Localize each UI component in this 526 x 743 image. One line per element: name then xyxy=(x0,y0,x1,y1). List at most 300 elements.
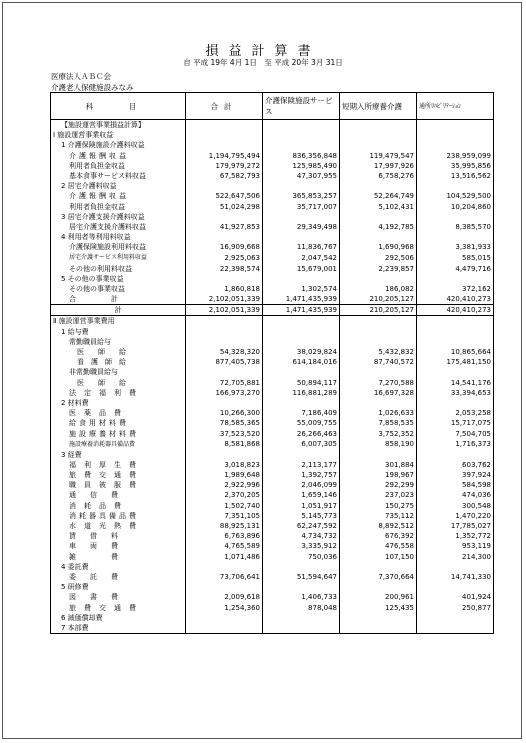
total-value: 2,370,205 xyxy=(186,490,263,500)
table-row xyxy=(51,274,494,284)
facility-service-value: 836,356,848 xyxy=(263,151,340,161)
table-header-row xyxy=(51,93,494,120)
facility-service-value: 1,471,435,939 xyxy=(263,305,340,316)
table-row xyxy=(51,202,494,212)
income-statement-table xyxy=(50,92,494,634)
row-label xyxy=(51,511,186,521)
table-row xyxy=(51,592,494,602)
table-row xyxy=(51,613,494,623)
day-rehab-value: 401,924 xyxy=(417,592,494,602)
row-label-text: 消耗器具備品費 xyxy=(69,511,139,520)
day-rehab-value xyxy=(417,582,494,592)
table-row xyxy=(51,161,494,171)
short-stay-value: 7,858,535 xyxy=(340,418,417,428)
day-rehab-value xyxy=(417,327,494,337)
row-label: 5 その他の事業収益 xyxy=(51,274,186,284)
day-rehab-value: 2,053,258 xyxy=(417,408,494,418)
short-stay-value: 2,239,857 xyxy=(340,263,417,273)
table-row xyxy=(51,439,494,450)
total-value: 2,925,063 xyxy=(186,252,263,263)
row-label: 非常勤職員給与 xyxy=(51,367,186,377)
table-row xyxy=(51,327,494,337)
row-label-text: 施設療養消耗器具備品費 xyxy=(69,440,136,448)
short-stay-value: 5,102,431 xyxy=(340,202,417,212)
total-value xyxy=(186,212,263,222)
short-stay-value xyxy=(340,582,417,592)
facility-service-value xyxy=(263,316,340,327)
short-stay-value xyxy=(340,130,417,140)
day-rehab-value xyxy=(417,316,494,327)
short-stay-value: 676,392 xyxy=(340,531,417,541)
table-row xyxy=(51,151,494,161)
facility-service-value: 51,594,647 xyxy=(263,572,340,582)
table-row xyxy=(51,347,494,357)
row-label-text: 旅費交通費 xyxy=(69,471,144,480)
short-stay-value: 210,205,127 xyxy=(340,294,417,305)
facility-service-value: 116,881,289 xyxy=(263,388,340,398)
table-row xyxy=(51,521,494,531)
total-value: 72,705,881 xyxy=(186,378,263,388)
row-label: 3 居宅介護支援介護料収益 xyxy=(51,212,186,222)
total-value xyxy=(186,562,263,572)
row-label xyxy=(51,428,186,438)
total-value xyxy=(186,398,263,408)
row-label xyxy=(51,470,186,480)
facility-service-value: 1,392,757 xyxy=(263,470,340,480)
short-stay-value: 6,758,276 xyxy=(340,171,417,181)
total-value: 1,254,360 xyxy=(186,602,263,612)
short-stay-value xyxy=(340,327,417,337)
table-row xyxy=(51,582,494,592)
table-row xyxy=(51,460,494,470)
short-stay-value xyxy=(340,562,417,572)
facility-service-value: 26,266,463 xyxy=(263,428,340,438)
table-row xyxy=(51,316,494,327)
row-label: 【施設運営事業損益計算】 xyxy=(51,120,186,131)
facility-service-value xyxy=(263,130,340,140)
row-label: 雑 費 xyxy=(51,552,186,562)
day-rehab-value: 15,717,075 xyxy=(417,418,494,428)
short-stay-value: 16,697,328 xyxy=(340,388,417,398)
short-stay-value: 7,370,664 xyxy=(340,572,417,582)
table-row xyxy=(51,602,494,612)
fiscal-period: 自 平成 19年 4月 1日 至 平成 20年 3月 31日 xyxy=(183,58,343,67)
day-rehab-value xyxy=(417,562,494,572)
row-label xyxy=(51,480,186,490)
facility-service-value: 1,659,146 xyxy=(263,490,340,500)
short-stay-value: 198,967 xyxy=(340,470,417,480)
total-value xyxy=(186,130,263,140)
row-label-text: 給食用材料費 xyxy=(69,419,129,428)
short-stay-value xyxy=(340,232,417,242)
day-rehab-value xyxy=(417,367,494,377)
row-label: 5 研修費 xyxy=(51,582,186,592)
short-stay-value xyxy=(340,623,417,634)
facility-service-value: 1,051,917 xyxy=(263,501,340,511)
total-value: 37,523,520 xyxy=(186,428,263,438)
short-stay-value xyxy=(340,367,417,377)
facility-service-value: 47,307,955 xyxy=(263,171,340,181)
table-row xyxy=(51,263,494,273)
day-rehab-value: 1,716,373 xyxy=(417,439,494,450)
short-stay-value: 476,558 xyxy=(340,541,417,551)
facility-service-value xyxy=(263,450,340,460)
row-label-text: 居宅介護サービス利用料収益 xyxy=(69,254,148,262)
short-stay-value: 1,026,633 xyxy=(340,408,417,418)
table-row xyxy=(51,212,494,222)
total-value: 6,763,896 xyxy=(186,531,263,541)
total-value: 2,009,618 xyxy=(186,592,263,602)
header-facility-service: 介護保険施設サービス xyxy=(263,93,340,120)
row-label-text: 施設療養材料費 xyxy=(69,429,139,438)
facility-service-value xyxy=(263,367,340,377)
day-rehab-value xyxy=(417,232,494,242)
short-stay-value: 186,082 xyxy=(340,284,417,294)
short-stay-value xyxy=(340,274,417,284)
row-label: Ⅱ 施設運営事業費用 xyxy=(51,316,186,327)
day-rehab-value: 372,162 xyxy=(417,284,494,294)
row-label-text: 介護報酬収益 xyxy=(69,151,129,160)
short-stay-value: 735,112 xyxy=(340,511,417,521)
facility-service-value: 878,048 xyxy=(263,602,340,612)
row-label-text: 職員被服費 xyxy=(69,481,144,490)
short-stay-value: 5,432,832 xyxy=(340,347,417,357)
facility-service-value: 614,184,016 xyxy=(263,357,340,367)
header-day-rehab: 通所ﾘﾊﾋﾞﾘﾃｰｼｮﾝ xyxy=(417,93,494,120)
total-value: 522,647,506 xyxy=(186,191,263,201)
facility-service-value xyxy=(263,337,340,347)
row-label: 計 xyxy=(51,305,186,316)
total-value xyxy=(186,327,263,337)
row-label xyxy=(51,501,186,511)
short-stay-value xyxy=(340,450,417,460)
day-rehab-value: 175,481,150 xyxy=(417,357,494,367)
table-row xyxy=(51,531,494,541)
total-value: 8,581,868 xyxy=(186,439,263,450)
facility-service-value: 35,717,007 xyxy=(263,202,340,212)
short-stay-value xyxy=(340,337,417,347)
short-stay-value: 3,752,352 xyxy=(340,428,417,438)
row-label-text: 旅費交通費 xyxy=(69,603,144,612)
row-label: 2 材料費 xyxy=(51,398,186,408)
total-value xyxy=(186,613,263,623)
row-label xyxy=(51,408,186,418)
day-rehab-value xyxy=(417,120,494,131)
row-label-text: 介護報酬収益 xyxy=(69,192,129,201)
row-label: 4 委託費 xyxy=(51,562,186,572)
total-value: 1,071,486 xyxy=(186,552,263,562)
total-value: 3,018,823 xyxy=(186,460,263,470)
facility-service-value xyxy=(263,398,340,408)
table-row xyxy=(51,470,494,480)
facility-service-value xyxy=(263,181,340,191)
day-rehab-value xyxy=(417,623,494,634)
total-value xyxy=(186,274,263,284)
facility-service-value xyxy=(263,140,340,150)
total-value xyxy=(186,120,263,131)
facility-service-value xyxy=(263,582,340,592)
table-row xyxy=(51,552,494,562)
table-row xyxy=(51,480,494,490)
facility-service-value: 365,853,257 xyxy=(263,191,340,201)
row-label: 介護保険施設利用料収益 xyxy=(51,242,186,252)
row-label: 1 介護保険施設介護料収益 xyxy=(51,140,186,150)
table-row xyxy=(51,623,494,634)
facility-service-value xyxy=(263,120,340,131)
facility-service-value xyxy=(263,232,340,242)
day-rehab-value: 397,924 xyxy=(417,470,494,480)
day-rehab-value: 8,385,570 xyxy=(417,222,494,232)
row-label: 利用者負担金収益 xyxy=(51,161,186,171)
row-label-text: 消耗品費 xyxy=(69,501,129,510)
total-value xyxy=(186,582,263,592)
total-value: 1,502,740 xyxy=(186,501,263,511)
total-value xyxy=(186,140,263,150)
short-stay-value: 200,961 xyxy=(340,592,417,602)
header-subject: 科 目 xyxy=(51,93,186,120)
table-row xyxy=(51,284,494,294)
row-label: 医 師 給 xyxy=(51,378,186,388)
short-stay-value: 119,479,547 xyxy=(340,151,417,161)
table-row xyxy=(51,337,494,347)
facility-service-value: 2,047,542 xyxy=(263,252,340,263)
short-stay-value: 292,299 xyxy=(340,480,417,490)
short-stay-value: 210,205,127 xyxy=(340,305,417,316)
row-label: 看 護 師 給 xyxy=(51,357,186,367)
table-row xyxy=(51,398,494,408)
day-rehab-value: 300,548 xyxy=(417,501,494,511)
total-value: 2,922,996 xyxy=(186,480,263,490)
table-row xyxy=(51,171,494,181)
table-row xyxy=(51,252,494,263)
day-rehab-value: 474,036 xyxy=(417,490,494,500)
row-label: 3 経費 xyxy=(51,450,186,460)
table-row xyxy=(51,408,494,418)
total-value xyxy=(186,367,263,377)
table-row xyxy=(51,181,494,191)
short-stay-value xyxy=(340,613,417,623)
table-row xyxy=(51,222,494,232)
day-rehab-value: 14,541,176 xyxy=(417,378,494,388)
row-label xyxy=(51,439,186,450)
row-label xyxy=(51,252,186,263)
day-rehab-value: 17,785,027 xyxy=(417,521,494,531)
day-rehab-value xyxy=(417,140,494,150)
facility-service-value: 1,406,733 xyxy=(263,592,340,602)
table-row xyxy=(51,191,494,201)
total-value: 16,909,668 xyxy=(186,242,263,252)
row-label: 医 師 給 xyxy=(51,347,186,357)
short-stay-value: 858,190 xyxy=(340,439,417,450)
day-rehab-value: 603,762 xyxy=(417,460,494,470)
facility-service-value xyxy=(263,274,340,284)
row-label: 委 託 費 xyxy=(51,572,186,582)
facility-service-value xyxy=(263,623,340,634)
table-row xyxy=(51,511,494,521)
day-rehab-value: 585,015 xyxy=(417,252,494,263)
day-rehab-value: 14,741,330 xyxy=(417,572,494,582)
total-value: 88,925,131 xyxy=(186,521,263,531)
day-rehab-value xyxy=(417,274,494,284)
day-rehab-value xyxy=(417,613,494,623)
facility-service-value: 2,046,099 xyxy=(263,480,340,490)
facility-service-value: 4,734,732 xyxy=(263,531,340,541)
table-row xyxy=(51,140,494,150)
day-rehab-value: 3,381,933 xyxy=(417,242,494,252)
short-stay-value: 292,506 xyxy=(340,252,417,263)
short-stay-value: 125,435 xyxy=(340,602,417,612)
facility-service-value xyxy=(263,562,340,572)
short-stay-value xyxy=(340,398,417,408)
row-label: 車 両 費 xyxy=(51,541,186,551)
short-stay-value xyxy=(340,212,417,222)
day-rehab-value: 35,995,856 xyxy=(417,161,494,171)
facility-service-value: 1,302,574 xyxy=(263,284,340,294)
total-value: 10,266,300 xyxy=(186,408,263,418)
day-rehab-value xyxy=(417,337,494,347)
row-label: 常勤職員給与 xyxy=(51,337,186,347)
table-row xyxy=(51,562,494,572)
short-stay-value: 52,264,749 xyxy=(340,191,417,201)
facility-service-value: 2,113,177 xyxy=(263,460,340,470)
facility-service-value: 62,247,592 xyxy=(263,521,340,531)
short-stay-value: 87,740,572 xyxy=(340,357,417,367)
facility-name: 介護老人保健施設みなみ xyxy=(51,83,134,92)
document-title: 損益計算書 xyxy=(205,44,321,59)
total-value: 1,989,648 xyxy=(186,470,263,480)
day-rehab-value: 1,470,220 xyxy=(417,511,494,521)
total-value xyxy=(186,450,263,460)
short-stay-value xyxy=(340,181,417,191)
row-label-text: 福利厚生費 xyxy=(69,460,144,469)
day-rehab-value: 13,516,562 xyxy=(417,171,494,181)
table-row xyxy=(51,418,494,428)
row-label xyxy=(51,151,186,161)
day-rehab-value: 7,504,705 xyxy=(417,428,494,438)
row-label-text: 法定福利費 xyxy=(69,388,144,397)
facility-service-value: 5,145,773 xyxy=(263,511,340,521)
row-label xyxy=(51,602,186,612)
total-value: 67,582,793 xyxy=(186,171,263,181)
day-rehab-value: 420,410,273 xyxy=(417,294,494,305)
row-label: 通 信 費 xyxy=(51,490,186,500)
row-label: 利用者負担金収益 xyxy=(51,202,186,212)
table-row xyxy=(51,501,494,511)
row-label: 賃 借 料 xyxy=(51,531,186,541)
short-stay-value: 107,150 xyxy=(340,552,417,562)
short-stay-value: 8,892,512 xyxy=(340,521,417,531)
table-row xyxy=(51,232,494,242)
total-value: 4,765,589 xyxy=(186,541,263,551)
day-rehab-value: 238,959,099 xyxy=(417,151,494,161)
day-rehab-value: 953,119 xyxy=(417,541,494,551)
short-stay-value xyxy=(340,316,417,327)
day-rehab-value: 104,529,500 xyxy=(417,191,494,201)
table-row xyxy=(51,130,494,140)
total-value xyxy=(186,181,263,191)
header-total: 合計 xyxy=(186,93,263,120)
facility-service-value: 3,335,912 xyxy=(263,541,340,551)
table-row xyxy=(51,120,494,131)
facility-service-value xyxy=(263,613,340,623)
table-row xyxy=(51,572,494,582)
facility-service-value: 50,894,117 xyxy=(263,378,340,388)
row-label xyxy=(51,460,186,470)
total-value xyxy=(186,316,263,327)
table-row xyxy=(51,490,494,500)
table-row xyxy=(51,388,494,398)
statement-body xyxy=(51,120,494,634)
table-row xyxy=(51,367,494,377)
row-label xyxy=(51,418,186,428)
facility-service-value: 7,186,409 xyxy=(263,408,340,418)
row-label: Ⅰ 施設運営事業収益 xyxy=(51,130,186,140)
day-rehab-value: 1,352,772 xyxy=(417,531,494,541)
day-rehab-value: 10,865,664 xyxy=(417,347,494,357)
row-label: 4 利用者等利用料収益 xyxy=(51,232,186,242)
short-stay-value: 237,023 xyxy=(340,490,417,500)
total-value: 73,706,641 xyxy=(186,572,263,582)
facility-service-value: 11,836,767 xyxy=(263,242,340,252)
facility-service-value: 125,985,490 xyxy=(263,161,340,171)
total-row xyxy=(51,305,494,316)
row-label: 基本食事サービス料収益 xyxy=(51,171,186,181)
total-value: 54,328,320 xyxy=(186,347,263,357)
facility-service-value: 15,679,001 xyxy=(263,263,340,273)
day-rehab-value: 584,598 xyxy=(417,480,494,490)
row-label: 1 給与費 xyxy=(51,327,186,337)
short-stay-value: 17,997,926 xyxy=(340,161,417,171)
row-label-text: 水道光熱費 xyxy=(69,522,144,531)
table-row xyxy=(51,242,494,252)
day-rehab-value: 250,877 xyxy=(417,602,494,612)
header-short-stay: 短期入所療養介護 xyxy=(340,93,417,120)
total-value: 1,860,818 xyxy=(186,284,263,294)
day-rehab-value: 4,479,716 xyxy=(417,263,494,273)
total-value: 179,979,272 xyxy=(186,161,263,171)
organization-name: 医療法人ＡＢＣ会 xyxy=(51,72,111,81)
row-label: 居宅介護支援介護料収益 xyxy=(51,222,186,232)
facility-service-value: 55,009,755 xyxy=(263,418,340,428)
facility-service-value: 1,471,435,939 xyxy=(263,294,340,305)
row-label: 7 本部費 xyxy=(51,623,186,634)
facility-service-value: 6,007,305 xyxy=(263,439,340,450)
short-stay-value: 4,192,785 xyxy=(340,222,417,232)
table-row xyxy=(51,294,494,305)
row-label xyxy=(51,191,186,201)
row-label: その他の利用料収益 xyxy=(51,263,186,273)
row-label: 合 計 xyxy=(51,294,186,305)
facility-service-value xyxy=(263,327,340,337)
table-row xyxy=(51,450,494,460)
total-value: 78,585,365 xyxy=(186,418,263,428)
total-value: 51,024,298 xyxy=(186,202,263,212)
row-label: その他の事業収益 xyxy=(51,284,186,294)
total-value: 2,102,051,339 xyxy=(186,305,263,316)
table-row xyxy=(51,378,494,388)
day-rehab-value xyxy=(417,130,494,140)
day-rehab-value xyxy=(417,212,494,222)
day-rehab-value: 214,300 xyxy=(417,552,494,562)
row-label xyxy=(51,521,186,531)
short-stay-value: 1,690,968 xyxy=(340,242,417,252)
row-label-text: 医薬品費 xyxy=(69,409,129,418)
total-value xyxy=(186,623,263,634)
total-value: 22,398,574 xyxy=(186,263,263,273)
day-rehab-value: 33,394,653 xyxy=(417,388,494,398)
day-rehab-value: 10,204,860 xyxy=(417,202,494,212)
total-value xyxy=(186,232,263,242)
